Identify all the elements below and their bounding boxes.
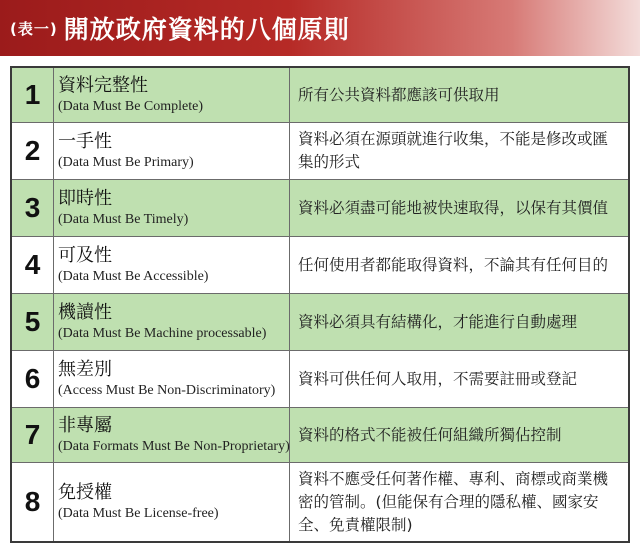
principle-description: 資料的格式不能被任何組織所獨佔控制: [298, 425, 562, 444]
table-row: [12, 408, 628, 463]
principle-english: (Data Must Be License-free): [58, 506, 219, 521]
principle-english: (Data Must Be Accessible): [58, 269, 209, 284]
table-label: (表一): [10, 19, 58, 38]
principle-english: (Data Must Be Complete): [58, 99, 204, 114]
title-banner: [0, 0, 640, 56]
row-number: 4: [12, 237, 54, 293]
principle-english: (Access Must Be Non-Discriminatory): [58, 383, 276, 398]
principle-name: 無差別: [58, 359, 112, 380]
row-number: 7: [12, 408, 54, 462]
principle-cell: [54, 294, 290, 350]
principle-name: 資料完整性: [58, 75, 148, 96]
principle-cell: [54, 68, 290, 122]
table-row: [12, 68, 628, 123]
principle-description: 資料必須具有結構化，才能進行自動處理: [298, 312, 578, 331]
row-number: 3: [12, 180, 54, 236]
table-row: [12, 463, 628, 541]
row-number: 2: [12, 123, 54, 179]
banner-heading: [10, 8, 350, 48]
principle-name: 機讀性: [58, 302, 112, 323]
page-title: 開放政府資料的八個原則: [63, 15, 350, 44]
principle-description: 任何使用者都能取得資料，不論其有任何目的: [298, 255, 609, 274]
principle-description: 資料必須在源頭就進行收集，不能是修改或匯集的形式: [298, 130, 609, 171]
row-number: 1: [12, 68, 54, 122]
principle-description: 所有公共資料都應該可供取用: [298, 85, 500, 104]
principle-name: 一手性: [58, 131, 112, 152]
principle-description: 資料可供任何人取用，不需要註冊或登記: [298, 369, 578, 388]
principle-english: (Data Must Be Machine processable): [58, 326, 267, 341]
principle-cell: [54, 123, 290, 179]
principle-description: 資料必須盡可能地被快速取得，以保有其價值: [298, 198, 609, 217]
principle-cell: [54, 237, 290, 293]
table-row: [12, 294, 628, 351]
principle-cell: [54, 351, 290, 407]
principle-english: (Data Must Be Timely): [58, 212, 189, 227]
row-number: 5: [12, 294, 54, 350]
principles-table: [10, 66, 630, 543]
principle-cell: [54, 463, 290, 541]
principle-description: 資料不應受任何著作權、專利、商標或商業機密的管制。(但能保有合理的隱私權、國家安全、免責權限制): [298, 469, 609, 534]
principle-name: 即時性: [58, 188, 112, 209]
principle-cell: [54, 408, 290, 462]
row-number: 6: [12, 351, 54, 407]
principle-name: 非專屬: [58, 415, 112, 436]
row-number: 8: [12, 463, 54, 541]
principle-english: (Data Formats Must Be Non-Proprietary): [58, 439, 290, 454]
principle-name: 可及性: [58, 245, 112, 266]
table-row: [12, 123, 628, 180]
principle-cell: [54, 180, 290, 236]
principle-name: 免授權: [58, 482, 112, 503]
table-row: [12, 351, 628, 408]
principle-english: (Data Must Be Primary): [58, 155, 194, 170]
table-row: [12, 237, 628, 294]
table-row: [12, 180, 628, 237]
